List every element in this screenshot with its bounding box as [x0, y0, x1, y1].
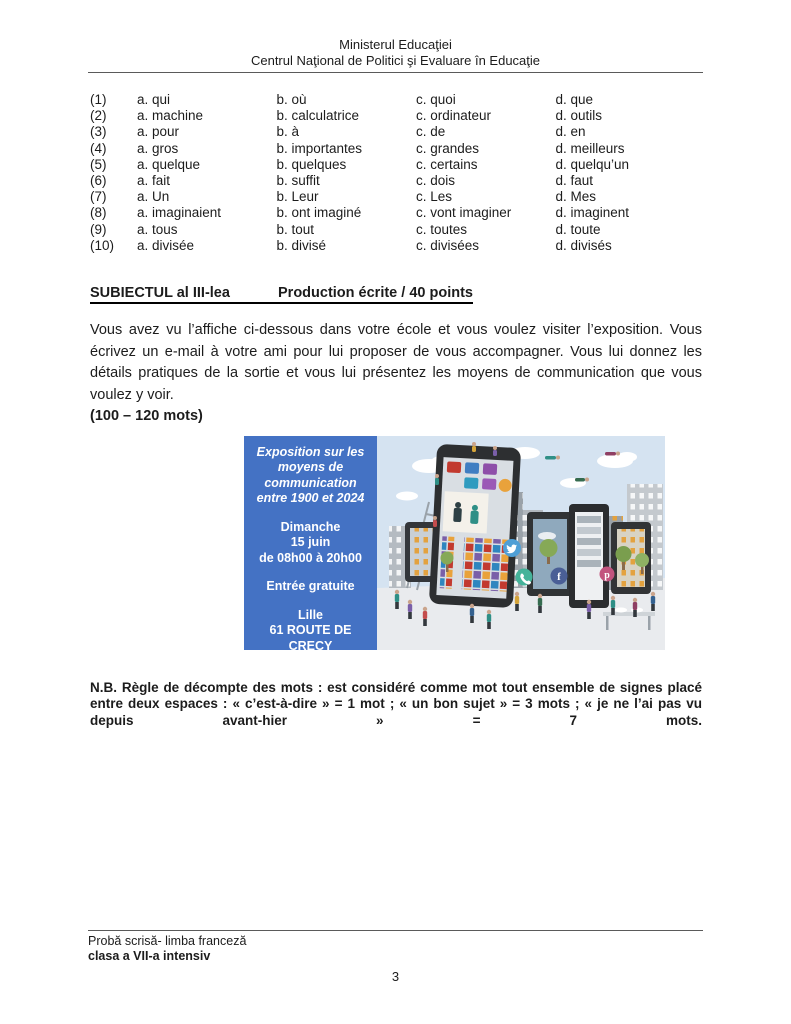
pinterest-icon	[600, 566, 615, 581]
option-choice-a: a. gros	[137, 140, 179, 156]
option-choice-b: b. divisé	[276, 237, 327, 253]
option-row	[90, 157, 703, 173]
option-number: (5)	[90, 156, 107, 172]
header-center: Centrul Naţional de Politici şi Evaluare în Educaţie	[250, 52, 541, 68]
option-row	[90, 173, 703, 189]
facebook-icon	[551, 567, 568, 584]
option-choice-c: c. certains	[416, 156, 478, 172]
option-choice-d: d. divisés	[555, 237, 612, 253]
option-choice-d: d. que	[555, 92, 594, 107]
whatsapp-icon	[516, 568, 533, 585]
footer-class: clasa a VII-a intensiv	[88, 949, 211, 963]
twitter-icon	[503, 539, 521, 557]
poster-address: 61 ROUTE DE CRECY	[269, 623, 352, 653]
option-choice-d: d. quelqu’un	[555, 156, 630, 172]
poster-artwork	[377, 436, 665, 650]
option-choice-b: b. Leur	[276, 189, 319, 205]
option-choice-b: b. à	[276, 124, 300, 140]
exhibition-poster	[244, 436, 665, 653]
option-choice-b: b. calculatrice	[276, 108, 360, 124]
option-choice-c: c. de	[416, 124, 446, 140]
option-choice-a: a. qui	[137, 92, 171, 107]
option-choice-d: d. outils	[555, 108, 603, 124]
big-tablet	[429, 443, 521, 607]
option-choice-b: b. tout	[276, 221, 315, 237]
option-choice-a: a. divisée	[137, 237, 195, 253]
poster-illustration	[377, 436, 665, 650]
document-footer	[88, 930, 703, 984]
poster-schedule-date: 15 juin	[290, 535, 331, 550]
poster-schedule-hours: de 08h00 à 20h00	[259, 550, 362, 565]
option-number: (4)	[90, 140, 107, 156]
poster-schedule-day: Dimanche	[280, 519, 341, 534]
options-grid	[90, 92, 703, 254]
svg-text:p: p	[604, 569, 610, 581]
option-choice-b: b. importantes	[276, 140, 363, 156]
option-number: (7)	[90, 189, 107, 205]
task-instructions	[90, 320, 702, 428]
option-choice-c: c. ordinateur	[416, 108, 492, 124]
option-choice-d: d. meilleurs	[555, 140, 625, 156]
option-choice-b: b. suffit	[276, 173, 320, 189]
page-number: 3	[391, 969, 400, 984]
option-choice-c: c. quoi	[416, 92, 456, 107]
poster-title: Exposition sur les moyens de communication entre 1900 et 2024	[256, 444, 365, 506]
option-row	[90, 141, 703, 157]
section-heading	[90, 285, 702, 304]
option-choice-b: b. quelques	[276, 156, 347, 172]
option-row	[90, 124, 703, 140]
option-choice-c: c. vont imaginer	[416, 205, 512, 221]
option-choice-b: b. où	[276, 92, 307, 107]
option-row	[90, 92, 703, 108]
option-number: (6)	[90, 173, 107, 189]
option-choice-d: d. toute	[555, 221, 601, 237]
task-text: Vous avez vu l’affiche ci-dessous dans votre école et vous voulez visiter l’exposition. Vous écrivez un e-mail à votre ami pour lui proposer de vous accompagner. Vous lui donnez les détails pratiques de la sortie et vous lui présentez les moyens de communication que vous voulez y voir.	[90, 322, 702, 403]
option-choice-c: c. Les	[416, 189, 453, 205]
word-limit: (100 – 120 mots)	[90, 408, 203, 425]
option-choice-c: c. dois	[416, 173, 456, 189]
option-choice-a: a. fait	[137, 173, 171, 189]
document-header	[88, 0, 703, 73]
poster-text-panel	[244, 436, 377, 653]
poster-city: Lille	[297, 607, 323, 622]
option-row	[90, 108, 703, 124]
option-choice-a: a. tous	[137, 221, 178, 237]
option-choice-a: a. quelque	[137, 156, 201, 172]
svg-text:f: f	[557, 570, 561, 583]
option-number: (8)	[90, 205, 107, 221]
option-choice-a: a. machine	[137, 108, 204, 124]
option-choice-d: d. en	[555, 124, 586, 140]
poster-admission: Entrée gratuite	[266, 579, 355, 594]
option-choice-d: d. imaginent	[555, 205, 630, 221]
option-number: (3)	[90, 124, 107, 140]
option-row	[90, 205, 703, 221]
option-choice-d: d. Mes	[555, 189, 597, 205]
nb-note: N.B. Règle de décompte des mots : est considéré comme mot tout ensemble de signes placé entre deux espaces : « c’est-à-dire » = 1 mot ; « un bon sujet » = 3 mots ; « je ne l’ai pas vu depuis avant-hier » = 7 mots.	[90, 679, 702, 728]
poster-location	[253, 608, 368, 655]
option-number: (2)	[90, 108, 107, 124]
option-row	[90, 238, 703, 254]
option-choice-a: a. imaginaient	[137, 205, 222, 221]
option-choice-a: a. Un	[137, 189, 170, 205]
option-row	[90, 222, 703, 238]
option-choice-c: c. toutes	[416, 221, 468, 237]
option-number: (10)	[90, 237, 115, 253]
section-label: SUBIECTUL al III-lea	[90, 285, 230, 302]
option-choice-c: c. divisées	[416, 237, 480, 253]
option-choice-b: b. ont imaginé	[276, 205, 362, 221]
option-choice-d: d. faut	[555, 173, 594, 189]
section-title: Production écrite / 40 points	[278, 285, 473, 302]
option-number: (9)	[90, 221, 107, 237]
header-ministry: Ministerul Educaţiei	[339, 37, 452, 52]
option-choice-a: a. pour	[137, 124, 180, 140]
tablet-tall	[569, 504, 609, 608]
option-number: (1)	[90, 92, 107, 107]
poster-schedule	[253, 520, 368, 567]
footer-exam-name: Probă scrisă- limba franceză	[88, 934, 247, 948]
option-row	[90, 189, 703, 205]
option-choice-c: c. grandes	[416, 140, 480, 156]
